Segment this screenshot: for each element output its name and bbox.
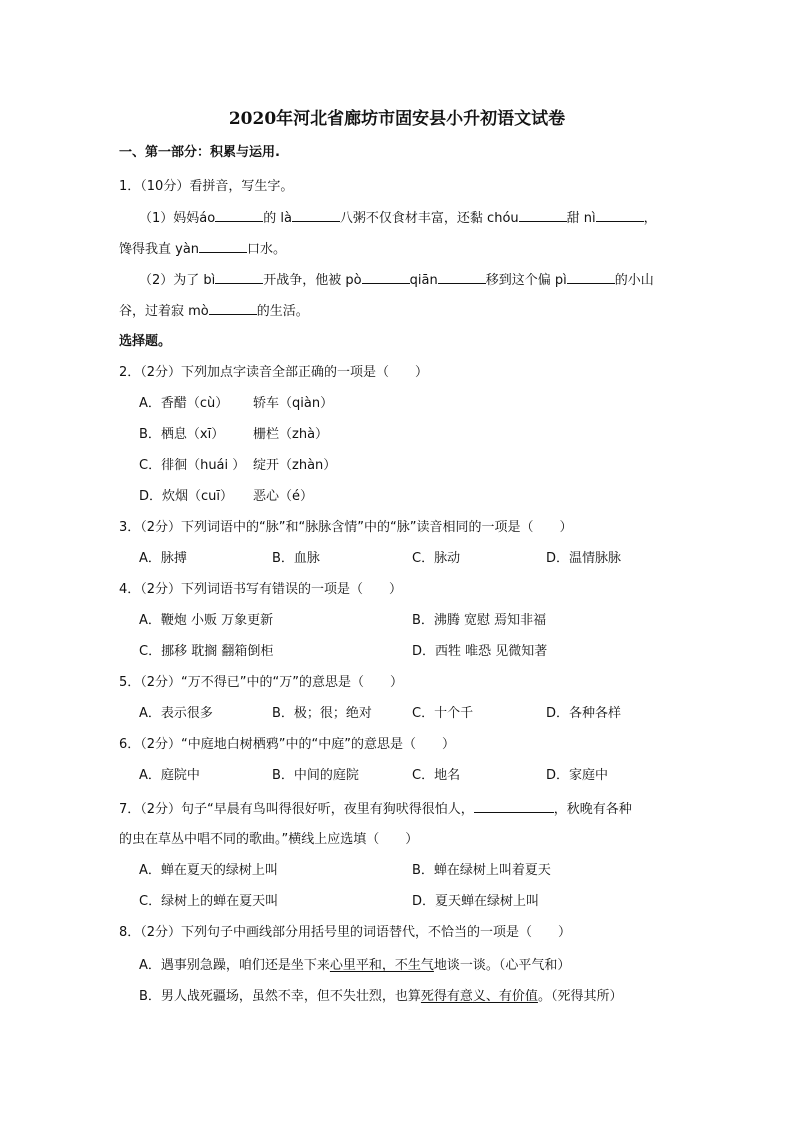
page-title: 2020年河北省廊坊市固安县小升初语文试卷 xyxy=(228,109,566,129)
q5-option-a[interactable]: A．表示很多 xyxy=(139,706,213,721)
answer-blank[interactable] xyxy=(596,209,644,222)
q5-option-d[interactable]: D．各种各样 xyxy=(546,706,622,721)
q1-text: 的 là xyxy=(263,211,292,226)
q8-text: B．男人战死疆场，虽然不幸，但不失壮烈，也算 xyxy=(139,989,421,1004)
answer-blank[interactable] xyxy=(567,271,615,284)
q4-option-d[interactable]: D．西牲 唯恐 见微知著 xyxy=(412,644,548,659)
answer-blank[interactable] xyxy=(292,209,340,222)
q3-option-c[interactable]: C．脉动 xyxy=(412,551,461,566)
answer-blank[interactable] xyxy=(519,209,567,222)
q1-text: 甜 nì xyxy=(566,211,596,226)
q3-option-b[interactable]: B．血脉 xyxy=(272,551,320,566)
q7-option-c[interactable]: C．绿树上的蝉在夏天叫 xyxy=(139,894,279,909)
q7-text: ，秋晚有各种 xyxy=(553,802,632,817)
q6-stem: 6．（2分）“中庭地白树栖鸦”中的“中庭”的意思是（ ） xyxy=(119,737,455,752)
q1-text: 八粥不仅食材丰富，还黏 chóu xyxy=(339,211,519,226)
q1-text: 口水。 xyxy=(247,242,287,257)
q7-stem-line1 xyxy=(119,800,632,819)
q2-option-a2: 轿车（qiàn） xyxy=(253,396,334,411)
q2-option-c2: 绽开（zhàn） xyxy=(253,458,337,473)
q3-stem: 3．（2分）下列词语中的“脉”和“脉脉含情”中的“脉”读音相同的一项是（ ） xyxy=(119,520,573,535)
q8-text: A．遇事别急躁，咱们还是坐下来 xyxy=(139,958,330,973)
q7-stem-line2: 的虫在草丛中唱不同的歌曲。”横线上应选填（ ） xyxy=(119,832,419,847)
answer-blank[interactable] xyxy=(362,271,410,284)
q1-stem: 1．（10分）看拼音，写生字。 xyxy=(119,179,294,194)
q2-option-c1[interactable]: C．徘徊（huái ） xyxy=(139,458,246,473)
q1-text: ， xyxy=(643,211,657,226)
q5-option-b[interactable]: B．极；很；绝对 xyxy=(272,706,372,721)
q3-option-d[interactable]: D．温情脉脉 xyxy=(546,551,622,566)
q7-option-d[interactable]: D．夏天蝉在绿树上叫 xyxy=(412,894,540,909)
q8-text: 地谈一谈。（心平气和） xyxy=(433,958,571,973)
q4-option-b[interactable]: B．沸腾 宽慰 焉知非福 xyxy=(412,613,547,628)
q1-part1-line2 xyxy=(119,240,286,259)
q1-text: qiān xyxy=(409,273,438,288)
q4-option-c[interactable]: C．挪移 耽搁 翻箱倒柜 xyxy=(139,644,274,659)
q8-text: 。（死得其所） xyxy=(537,989,623,1004)
q3-option-a[interactable]: A．脉搏 xyxy=(139,551,187,566)
q2-option-b1[interactable]: B．栖息（xī） xyxy=(139,427,225,442)
section-heading-1: 一、第一部分：积累与运用. xyxy=(119,145,280,160)
q1-part2-line1 xyxy=(139,271,654,290)
q6-option-d[interactable]: D．家庭中 xyxy=(546,768,609,783)
q1-text: 的生活。 xyxy=(256,304,309,319)
q1-part1-line1 xyxy=(139,209,657,228)
q5-stem: 5．（2分）“万不得已”中的“万”的意思是（ ） xyxy=(119,675,403,690)
answer-blank[interactable] xyxy=(438,271,486,284)
q2-option-d2: 恶心（é） xyxy=(253,489,313,504)
q7-option-b[interactable]: B．蝉在绿树上叫着夏天 xyxy=(412,863,551,878)
q1-text: 的小山 xyxy=(614,273,654,288)
answer-blank[interactable] xyxy=(215,271,263,284)
q2-stem: 2．（2分）下列加点字读音全部正确的一项是（ ） xyxy=(119,365,429,380)
q8-stem: 8．（2分）下列句子中画线部分用括号里的词语替代，不恰当的一项是（ ） xyxy=(119,925,572,940)
q2-option-d1[interactable]: D．炊烟（cuī） xyxy=(139,489,234,504)
q2-option-a1[interactable]: A．香醋（cù） xyxy=(139,396,229,411)
q8-option-a[interactable] xyxy=(139,957,570,975)
q6-option-a[interactable]: A．庭院中 xyxy=(139,768,200,783)
q1-text: （2）为了 bì xyxy=(139,273,216,288)
q7-text: 7．（2分）句子“早晨有鸟叫得很好听，夜里有狗吠得很怕人， xyxy=(119,802,474,817)
answer-blank[interactable] xyxy=(199,240,247,253)
q6-option-b[interactable]: B．中间的庭院 xyxy=(272,768,359,783)
q1-text: 开战争，他被 pò xyxy=(263,273,362,288)
q4-stem: 4．（2分）下列词语书写有错误的一项是（ ） xyxy=(119,582,403,597)
q1-part2-line2 xyxy=(119,302,309,321)
q7-option-a[interactable]: A．蝉在夏天的绿树上叫 xyxy=(139,863,278,878)
q1-text: 谷，过着寂 mò xyxy=(119,304,209,319)
answer-blank[interactable] xyxy=(215,209,263,222)
answer-blank[interactable] xyxy=(209,302,257,315)
underlined-phrase: 死得有意义、有价值 xyxy=(420,989,538,1004)
q1-text: 馋得我直 yàn xyxy=(119,242,200,257)
answer-blank[interactable] xyxy=(474,800,554,813)
q4-option-a[interactable]: A．鞭炮 小贩 万象更新 xyxy=(139,613,274,628)
q1-text: （1）妈妈áo xyxy=(139,211,216,226)
q1-text: 移到这个偏 pì xyxy=(485,273,567,288)
q8-option-b[interactable] xyxy=(139,988,622,1006)
section-heading-2: 选择题。 xyxy=(119,334,172,349)
q2-option-b2: 栅栏（zhà） xyxy=(253,427,329,442)
q6-option-c[interactable]: C．地名 xyxy=(412,768,461,783)
q5-option-c[interactable]: C．十个千 xyxy=(412,706,474,721)
underlined-phrase: 心里平和，不生气 xyxy=(329,958,434,973)
